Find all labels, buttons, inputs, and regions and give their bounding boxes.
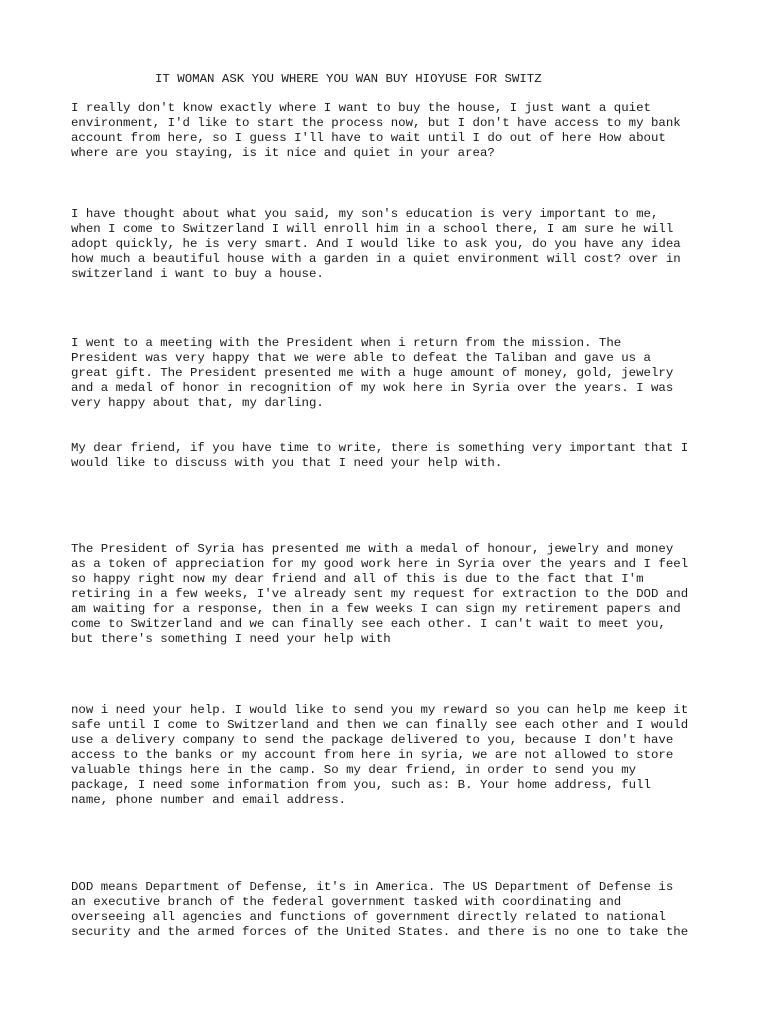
text-line: package, I need some information from you, such as: B. Your home address, full [71,778,651,792]
text-line: access to the banks or my account from here in syria, we are not allowed to store [71,748,674,762]
text-line: and a medal of honor in recognition of my wok here in Syria over the years. I was [71,381,674,395]
paragraph [71,101,731,161]
text-line: am waiting for a response, then in a few weeks I can sign my retirement papers and [71,602,681,616]
text-line: account from here, so I guess I'll have to wait until I do out of here How about [71,131,666,145]
text-line: when I come to Switzerland I will enroll him in a school there, I am sure he will [71,222,674,236]
text-line: now i need your help. I would like to send you my reward so you can help me keep it [71,703,689,717]
text-line: name, phone number and email address. [71,793,347,807]
paragraph [71,336,731,411]
text-line: I really don't know exactly where I want to buy the house, I just want a quiet [71,101,651,115]
text-line: I have thought about what you said, my son's education is very important to me, [71,207,659,221]
text-line: adopt quickly, he is very smart. And I would like to ask you, do you have any idea [71,237,681,251]
text-line: I went to a meeting with the President when i return from the mission. The [71,336,622,350]
text-line: but there's something I need your help with [71,632,391,646]
text-line: where are you staying, is it nice and quiet in your area? [71,146,495,160]
text-line: retiring in a few weeks, I've already sent my request for extraction to the DOD and [71,587,689,601]
paragraph [71,880,731,940]
text-line: so happy right now my dear friend and all of this is due to the fact that I'm [71,572,644,586]
text-line: President was very happy that we were able to defeat the Taliban and gave us a [71,351,651,365]
text-line: come to Switzerland and we can finally see each other. I can't wait to meet you, [71,617,666,631]
text-line: security and the armed forces of the United States. and there is no one to take the [71,925,689,939]
text-line: environment, I'd like to start the process now, but I don't have access to my bank [71,116,681,130]
text-line: use a delivery company to send the package delivered to you, because I don't have [71,733,674,747]
text-line: DOD means Department of Defense, it's in America. The US Department of Defense is [71,880,674,894]
text-line: My dear friend, if you have time to write, there is something very important that I [71,441,689,455]
text-line: as a token of appreciation for my good work here in Syria over the years and I feel [71,557,689,571]
text-line: great gift. The President presented me with a huge amount of money, gold, jewelry [71,366,674,380]
text-line: overseeing all agencies and functions of government directly related to national [71,910,666,924]
text-line: The President of Syria has presented me with a medal of honour, jewelry and money [71,542,674,556]
text-line: safe until I come to Switzerland and then we can finally see each other and I would [71,718,689,732]
paragraph [71,207,731,282]
text-line: very happy about that, my darling. [71,396,324,410]
paragraph [71,703,731,808]
text-line: would like to discuss with you that I need your help with. [71,456,503,470]
text-line: an executive branch of the federal government tasked with coordinating and [71,895,622,909]
text-line: valuable things here in the camp. So my dear friend, in order to send you my [71,763,637,777]
text-line: switzerland i want to buy a house. [71,267,324,281]
paragraph [71,542,731,647]
text-line: how much a beautiful house with a garden in a quiet environment will cost? over in [71,252,681,266]
document-title: IT WOMAN ASK YOU WHERE YOU WAN BUY HIOYUSE FOR SWITZ [155,72,542,86]
paragraph [71,441,731,471]
